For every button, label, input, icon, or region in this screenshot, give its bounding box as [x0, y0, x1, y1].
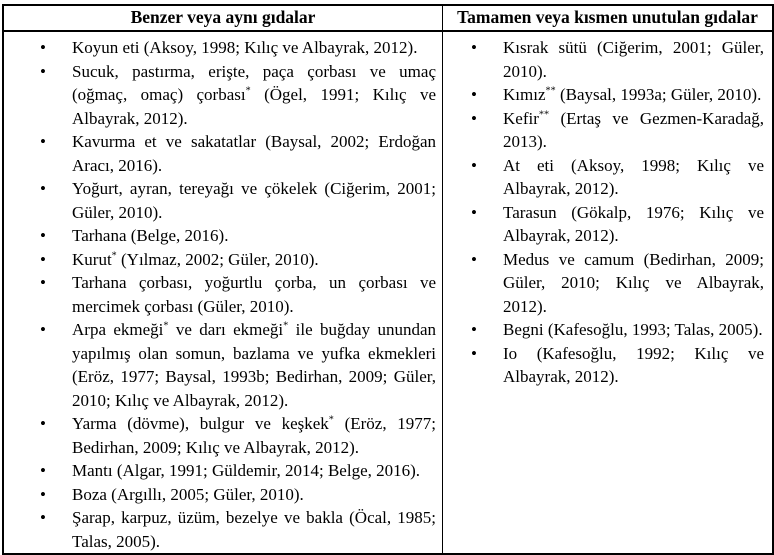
bullet-icon: •: [471, 108, 477, 128]
footnote-marker: *: [111, 249, 117, 261]
food-list-item: • Şarap, karpuz, üzüm, bezelye ve bakla (Öcal, 1985; Talas, 2005).: [40, 508, 436, 551]
bullet-icon: •: [40, 179, 46, 198]
food-list-item: • Kurut* (Yılmaz, 2002; Güler, 2010).: [72, 248, 436, 272]
food-comparison-table: [2, 4, 774, 555]
bullet-icon: •: [40, 273, 46, 292]
similar-foods-list: [4, 32, 442, 553]
bullet-icon: •: [40, 320, 46, 339]
table-body-row: [3, 31, 773, 554]
bullet-icon: •: [471, 343, 477, 363]
footnote-marker: *: [283, 320, 289, 332]
footnote-marker: *: [328, 414, 334, 426]
food-list-item: • Kavurma et ve sakatatlar (Baysal, 2002; Erdoğan Aracı, 2016).: [40, 132, 436, 175]
footnote-marker: **: [545, 85, 556, 97]
footnote-marker: **: [538, 108, 550, 120]
food-list-item: • Arpa ekmeği* ve darı ekmeği* ile buğday unundan yapılmış olan somun, bazlama ve yufka ekmekleri (Eröz, 1977; Baysal, 1993b; Bedirhan, 2009; Güler, 2010; Kılıç ve Albayrak, 2012).: [40, 320, 436, 410]
bullet-icon: •: [471, 202, 477, 222]
food-list-item: • Yarma (dövme), bulgur ve keşkek* (Eröz, 1977; Bedirhan, 2009; Kılıç ve Albayrak, 2012).: [40, 414, 436, 457]
bullet-icon: •: [40, 414, 46, 433]
food-list-item: • Kefir** (Ertaş ve Gezmen-Karadağ, 2013).: [471, 108, 764, 151]
bullet-icon: •: [471, 249, 477, 269]
food-list-item: • Kımız** (Baysal, 1993a; Güler, 2010).: [503, 83, 764, 107]
column-header-forgotten-foods: Tamamen veya kısmen unutulan gıdalar: [443, 5, 774, 31]
table-header-row: [3, 5, 773, 31]
bullet-icon: •: [40, 461, 46, 480]
footnote-marker: *: [163, 320, 169, 332]
food-list-item: • Boza (Argıllı, 2005; Güler, 2010).: [72, 483, 436, 507]
bullet-icon: •: [40, 226, 46, 245]
food-list-item: • Sucuk, pastırma, erişte, paça çorbası ve umaç (oğmaç, omaç) çorbası* (Ögel, 1991; Kılıç ve Albayrak, 2012).: [40, 61, 436, 128]
footnote-marker: *: [245, 85, 251, 97]
food-list-item: • Koyun eti (Aksoy, 1998; Kılıç ve Albayrak, 2012).: [72, 36, 436, 60]
similar-foods-cell: [3, 31, 443, 554]
bullet-icon: •: [471, 38, 477, 57]
forgotten-foods-cell: [443, 31, 774, 554]
bullet-icon: •: [471, 85, 477, 104]
forgotten-foods-list: [443, 32, 772, 389]
food-list-item: • Tarasun (Gökalp, 1976; Kılıç ve Albayrak, 2012).: [471, 202, 764, 245]
food-list-item: • Mantı (Algar, 1991; Güldemir, 2014; Belge, 2016).: [72, 459, 436, 483]
bullet-icon: •: [471, 320, 477, 339]
food-list-item: • Yoğurt, ayran, tereyağı ve çökelek (Ciğerim, 2001; Güler, 2010).: [40, 179, 436, 222]
bullet-icon: •: [40, 249, 46, 269]
bullet-icon: •: [40, 61, 46, 81]
food-list-item: • Io (Kafesoğlu, 1992; Kılıç ve Albayrak, 2012).: [471, 343, 764, 386]
column-header-similar-foods: Benzer veya aynı gıdalar: [3, 5, 443, 31]
food-list-item: • Kısrak sütü (Ciğerim, 2001; Güler, 2010).: [471, 38, 764, 81]
bullet-icon: •: [40, 132, 46, 151]
food-list-item: • Tarhana (Belge, 2016).: [72, 224, 436, 248]
bullet-icon: •: [471, 155, 477, 175]
food-list-item: • At eti (Aksoy, 1998; Kılıç ve Albayrak, 2012).: [471, 155, 764, 198]
bullet-icon: •: [40, 508, 46, 527]
food-list-item: • Tarhana çorbası, yoğurtlu çorba, un çorbası ve mercimek çorbası (Güler, 2010).: [40, 273, 436, 316]
food-list-item: • Begni (Kafesoğlu, 1993; Talas, 2005).: [503, 318, 764, 342]
bullet-icon: •: [40, 484, 46, 504]
bullet-icon: •: [40, 38, 46, 57]
food-list-item: • Medus ve camum (Bedirhan, 2009; Güler, 2010; Kılıç ve Albayrak, 2012).: [471, 249, 764, 316]
